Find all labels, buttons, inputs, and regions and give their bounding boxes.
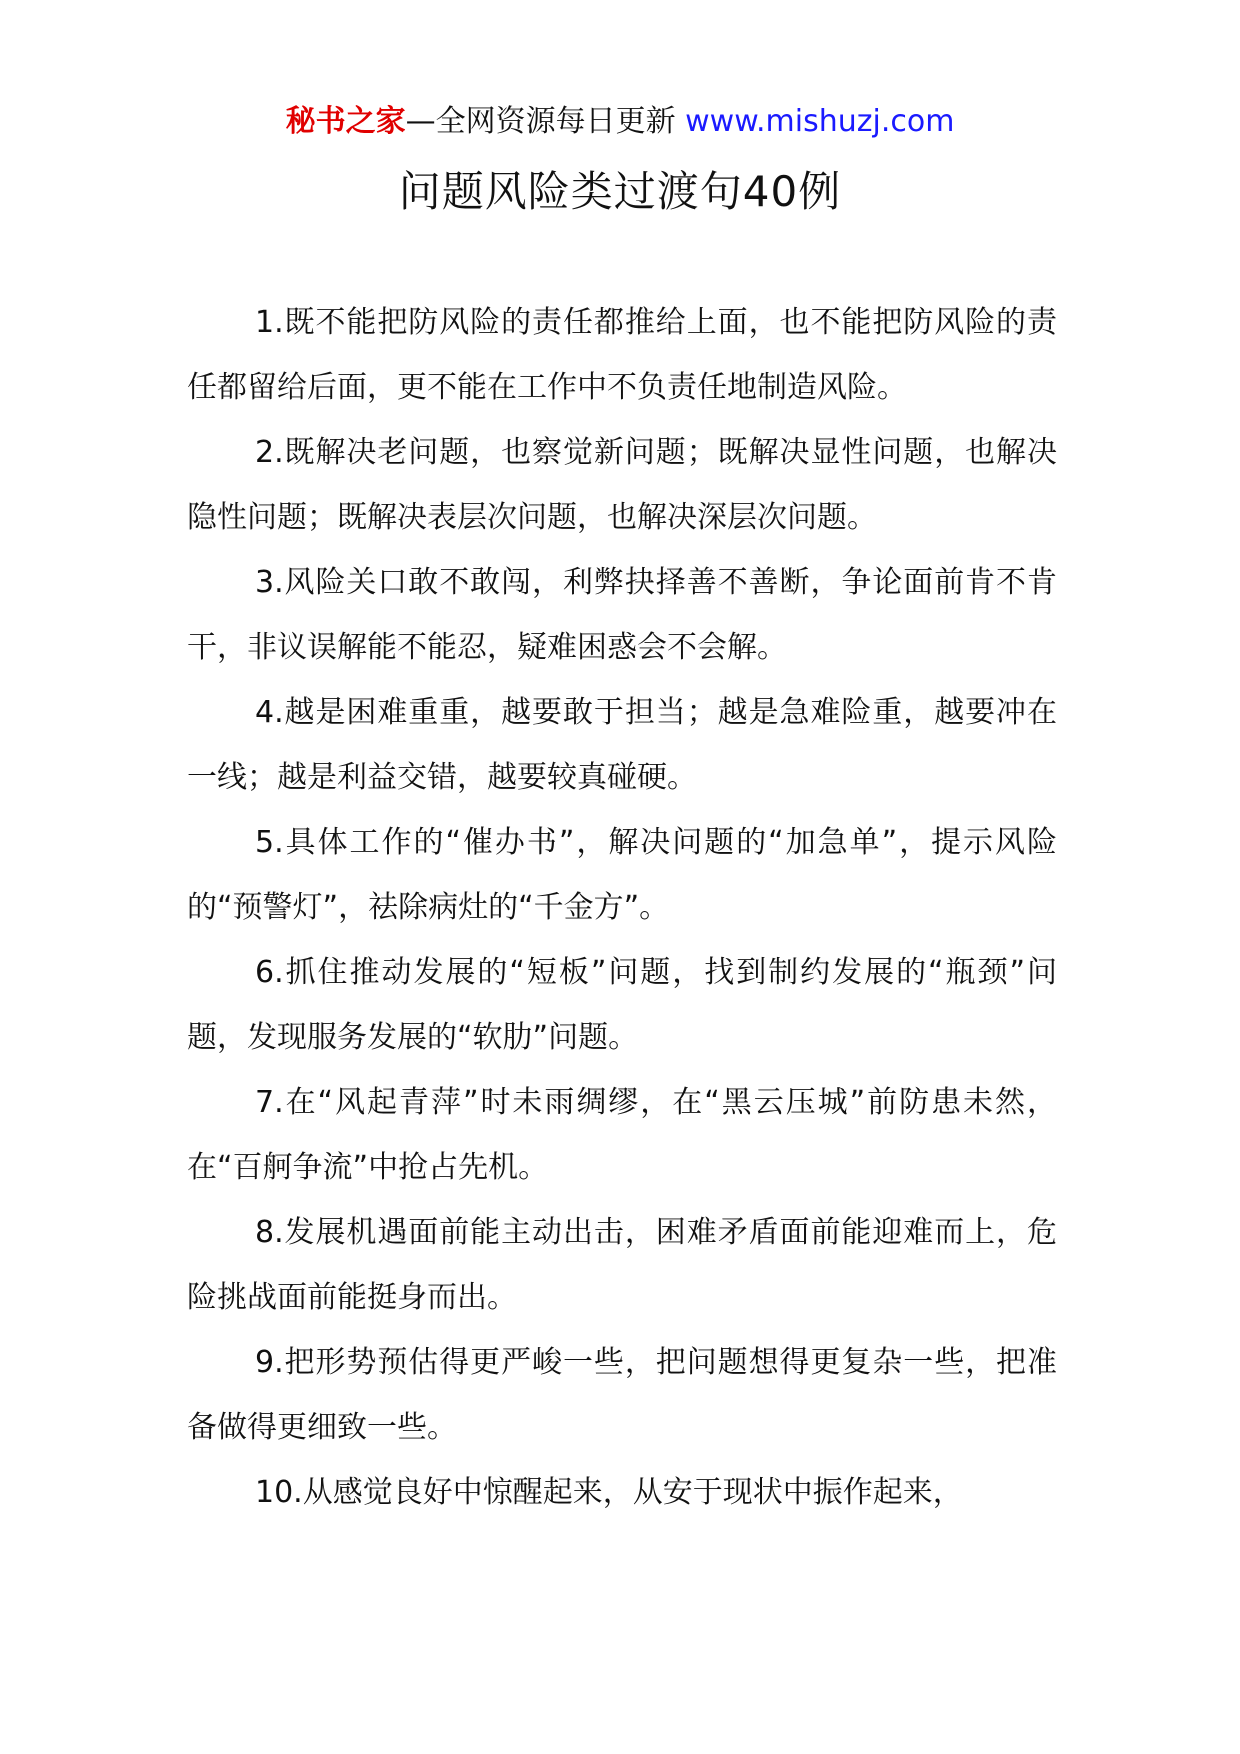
header-slogan: —全网资源每日更新	[405, 104, 686, 139]
paragraph: 4.越是困难重重，越要敢于担当；越是急难险重，越要冲在一线；越是利益交错，越要较真碰硬。	[187, 695, 1057, 795]
paragraph: 2.既解决老问题，也察觉新问题；既解决显性问题，也解决隐性问题；既解决表层次问题，也解决深层次问题。	[187, 435, 1057, 535]
paragraph: 10.从感觉良好中惊醒起来，从安于现状中振作起来，	[255, 1475, 963, 1510]
site-link[interactable]: www.mishuzj.com	[685, 104, 955, 139]
brand-name: 秘书之家	[285, 104, 406, 139]
document-body	[187, 290, 1057, 1525]
document-title: 问题风险类过渡句40例	[398, 167, 842, 216]
paragraph: 3.风险关口敢不敢闯，利弊抉择善不善断，争论面前肯不肯干，非议误解能不能忍，疑难困惑会不会解。	[187, 565, 1057, 665]
paragraph: 9.把形势预估得更严峻一些，把问题想得更复杂一些，把准备做得更细致一些。	[187, 1345, 1057, 1445]
paragraph: 6.抓住推动发展的“短板”问题，找到制约发展的“瓶颈”问题，发现服务发展的“软肋”问题。	[187, 955, 1057, 1055]
page-header	[0, 100, 1240, 144]
paragraph: 1.既不能把防风险的责任都推给上面，也不能把防风险的责任都留给后面，更不能在工作中不负责任地制造风险。	[187, 305, 1057, 405]
paragraph: 8.发展机遇面前能主动出击，困难矛盾面前能迎难而上，危险挑战面前能挺身而出。	[187, 1215, 1057, 1315]
paragraph: 5.具体工作的“催办书”，解决问题的“加急单”，提示风险的“预警灯”，祛除病灶的“千金方”。	[187, 825, 1057, 925]
paragraph: 7.在“风起青萍”时未雨绸缪，在“黑云压城”前防患未然，在“百舸争流”中抢占先机。	[187, 1085, 1057, 1185]
